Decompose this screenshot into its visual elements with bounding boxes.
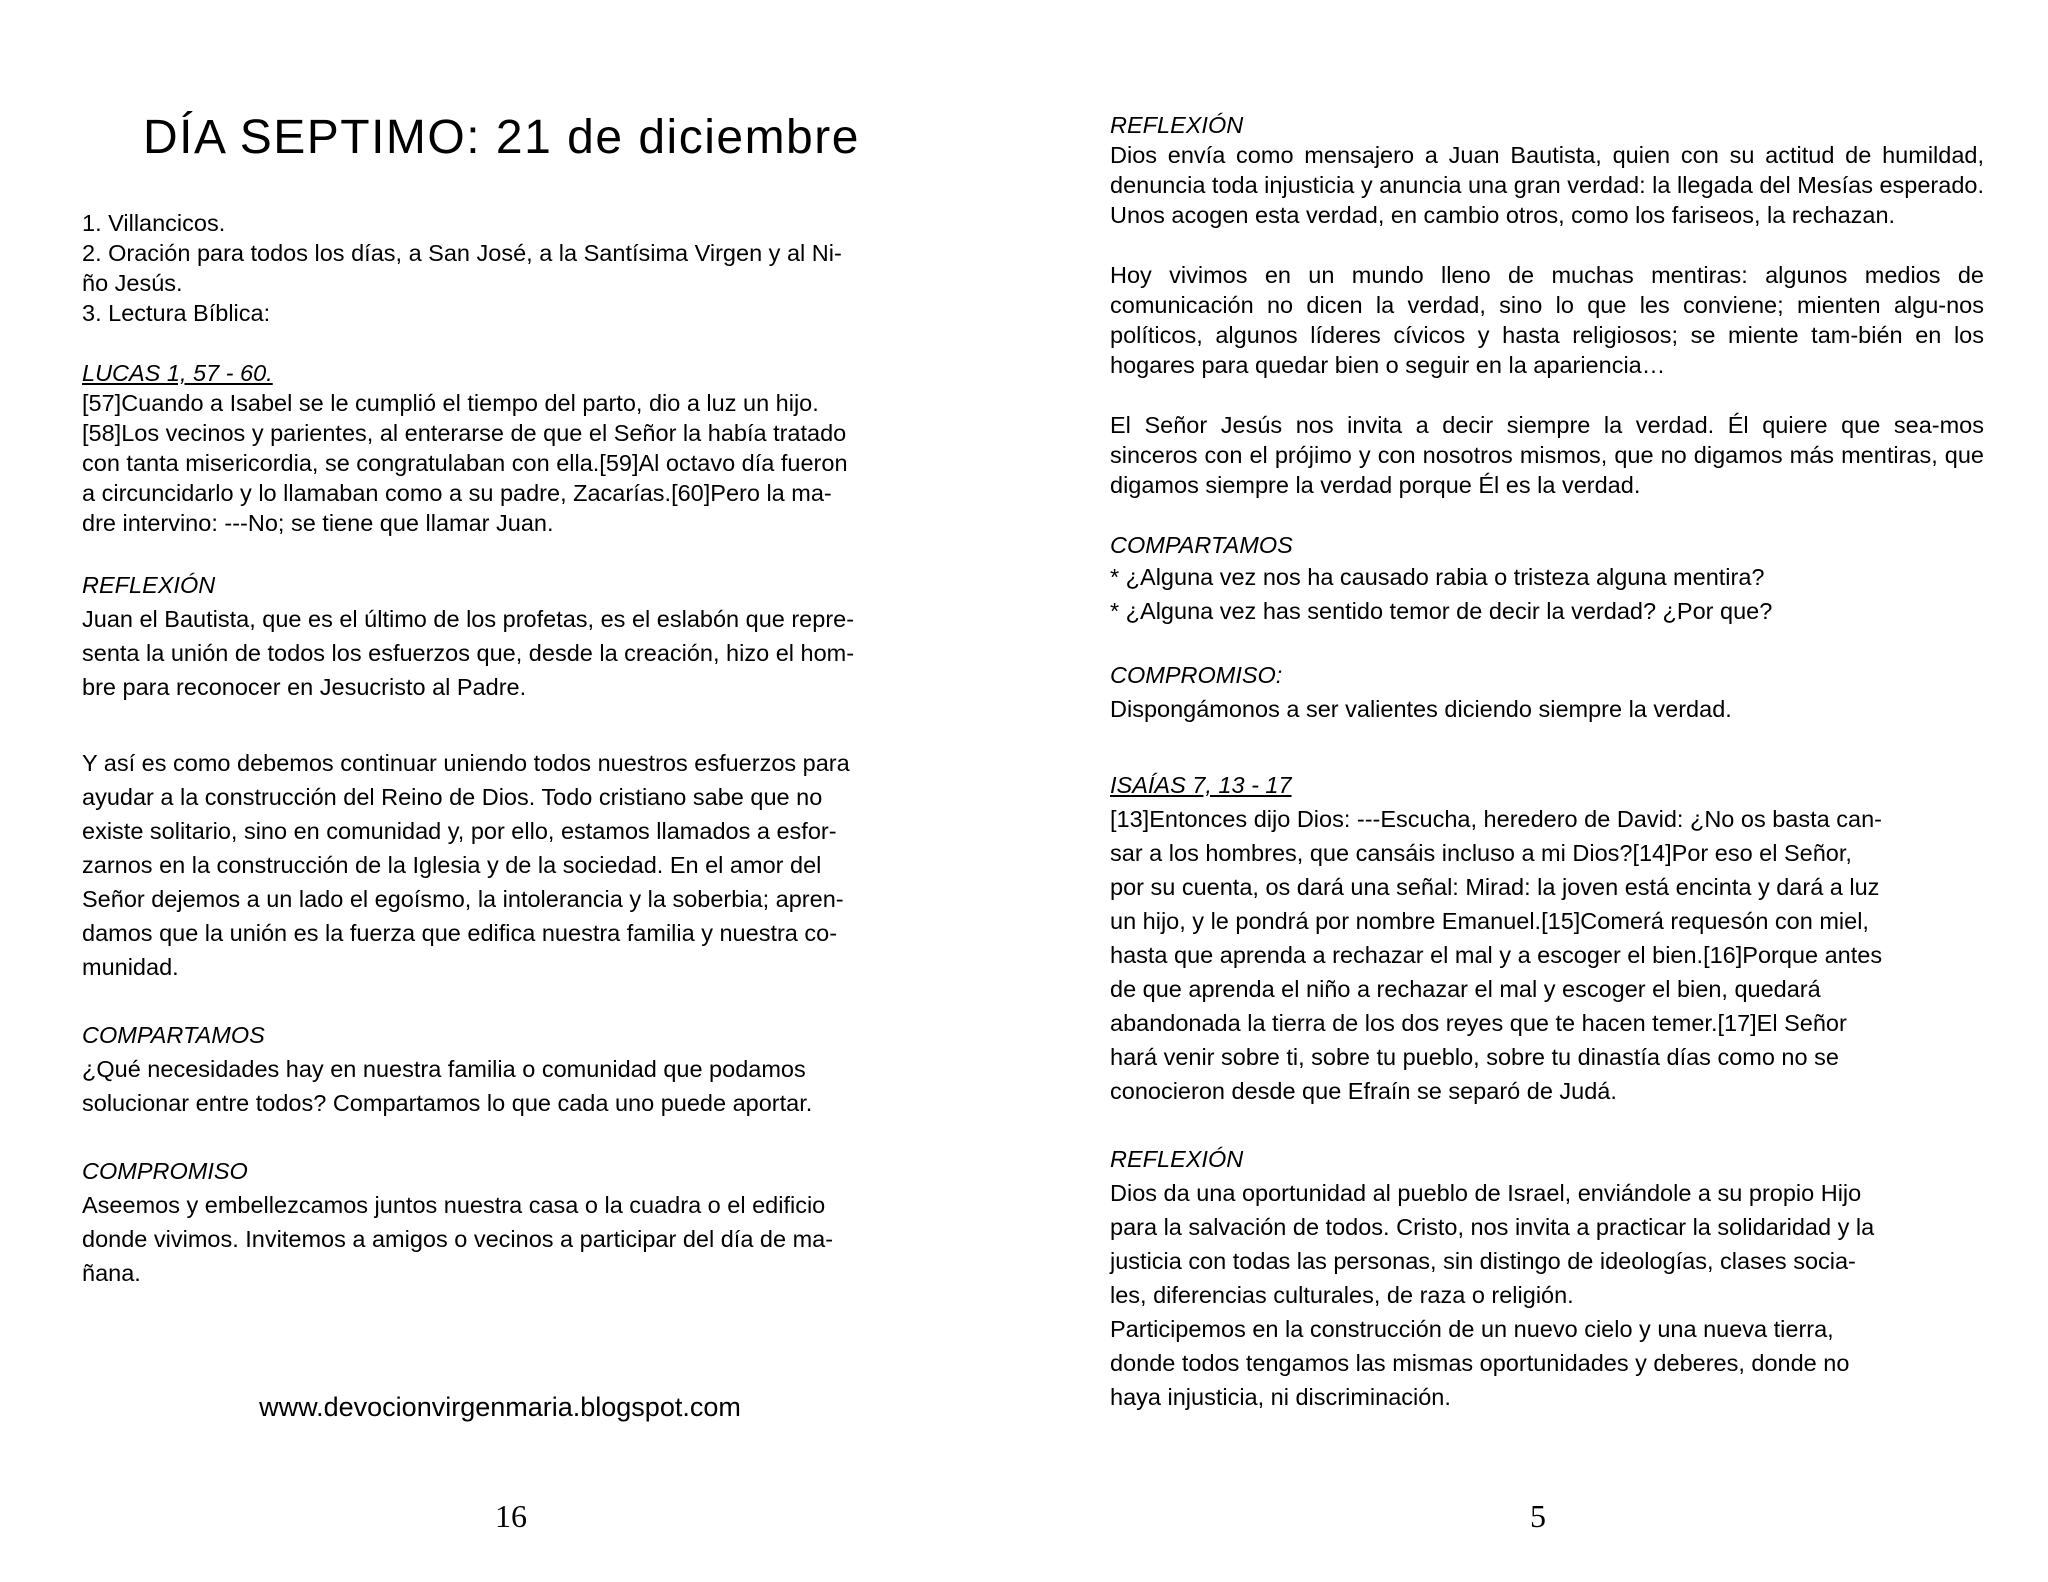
- compromiso-heading: COMPROMISO:: [1110, 662, 1283, 688]
- page-number-left: 16: [495, 1498, 527, 1534]
- program-list: 1. Villancicos. 2. Oración para todos los días, a San José, a la Santísima Virgen y al Ni- ño Jesús. 3. Lectura Bíblica:: [82, 210, 842, 326]
- reflexion-paragraph-2: Y así es como debemos continuar uniendo todos nuestros esfuerzos para ayudar a la construcción del Reino de Dios. Todo cristiano sabe que no existe solitario, sino en comunidad y, por ello, estamos llamados a esfor- zarnos en la construcción de la Iglesia y de la sociedad. En el amor del Señor dejemos a un lado el egoísmo, la intolerancia y la soberbia; apren- damos que la unión es la fuerza que edifica nuestra familia y nuestra co- munidad.: [82, 750, 850, 980]
- reflexion-paragraph-3: El Señor Jesús nos invita a decir siempre la verdad. Él quiere que sea-mos sinceros con el prójimo y con nosotros mismos, que no digamos más mentiras, que digamos siempre la verdad porque Él es la verdad.: [1110, 412, 1984, 498]
- compartamos-question-1: * ¿Alguna vez nos ha causado rabia o tristeza alguna mentira?: [1110, 564, 1765, 590]
- right-column: [1110, 110, 1984, 1414]
- left-column: [82, 208, 942, 1290]
- reflexion-paragraph-2: Hoy vivimos en un mundo lleno de muchas mentiras: algunos medios de comunicación no dicen la verdad, sino lo que les conviene; mienten algu-nos políticos, algunos líderes cívicos y hasta religiosos; se miente tam-bién en los hogares para quedar bien o seguir en la apariencia…: [1110, 262, 1984, 378]
- reflexion-heading: REFLEXIÓN: [1110, 112, 1244, 138]
- reflexion-heading: REFLEXIÓN: [82, 572, 216, 598]
- compromiso-heading: COMPROMISO: [82, 1158, 248, 1184]
- reading-reference-lucas: LUCAS 1, 57 - 60.: [82, 360, 273, 386]
- compartamos-heading: COMPARTAMOS: [82, 1022, 265, 1048]
- reflexion-paragraph-1: Dios envía como mensajero a Juan Bautista, quien con su actitud de humildad, denuncia toda injusticia y anuncia una gran verdad: la llegada del Mesías esperado. Unos acogen esta verdad, en cambio otros, como los fariseos, la rechazan.: [1110, 142, 1984, 228]
- reflexion-2-heading: REFLEXIÓN: [1110, 1146, 1244, 1172]
- compartamos-heading: COMPARTAMOS: [1110, 532, 1293, 558]
- compartamos-question-2: * ¿Alguna vez has sentido temor de decir la verdad? ¿Por que?: [1110, 598, 1773, 624]
- reflexion-2-text: Dios da una oportunidad al pueblo de Israel, enviándole a su propio Hijo para la salvación de todos. Cristo, nos invita a practicar la solidaridad y la justicia con todas las personas, sin distingo de ideologías, clases socia- les, diferencias culturales, de raza o religión. Participemos en la construcción de un nuevo cielo y una nueva tierra, donde todos tengamos las mismas oportunidades y deberes, donde no haya injusticia, ni discriminación.: [1110, 1180, 1875, 1410]
- compromiso-text: Aseemos y embellezcamos juntos nuestra casa o la cuadra o el edificio donde vivimos. Invitemos a amigos o vecinos a participar del día de ma- ñana.: [82, 1192, 834, 1286]
- reflexion-paragraph-1: Juan el Bautista, que es el último de los profetas, es el eslabón que repre- senta la unión de todos los esfuerzos que, desde la creación, hizo el hom- bre para reconocer en Jesucristo al Padre.: [82, 606, 855, 700]
- website-url: www.devocionvirgenmaria.blogspot.com: [259, 1392, 741, 1422]
- reading-reference-isaias: ISAÍAS 7, 13 - 17: [1110, 772, 1292, 798]
- reading-text-lucas: [57]Cuando a Isabel se le cumplió el tiempo del parto, dio a luz un hijo. [58]Los vecinos y parientes, al enterarse de que el Señor la había tratado con tanta misericordia, se congratulaban con ella.[59]Al octavo día fueron a circuncidarlo y lo llamaban como a su padre, Zacarías.[60]Pero la ma- dre intervino: ---No; se tiene que llamar Juan.: [82, 390, 848, 536]
- page-number-right: 5: [1530, 1498, 1546, 1534]
- right-page: [1024, 0, 2048, 1582]
- page-title: DÍA SEPTIMO: 21 de diciembre: [143, 111, 860, 164]
- reading-text-isaias: [13]Entonces dijo Dios: ---Escucha, heredero de David: ¿No os basta can- sar a los hombres, que cansáis incluso a mi Dios?[14]Por eso el Señor, por su cuenta, os dará una señal: Mirad: la joven está encinta y dará a luz un hijo, y le pondrá por nombre Emanuel.[15]Comerá requesón con miel, hasta que aprenda a rechazar el mal y a escoger el bien.[16]Porque antes de que aprenda el niño a rechazar el mal y escoger el bien, quedará abandonada la tierra de los dos reyes que te hacen temer.[17]El Señor hará venir sobre ti, sobre tu pueblo, sobre tu dinastía días como no se conocieron desde que Efraín se separó de Judá.: [1110, 806, 1883, 1104]
- compromiso-text: Dispongámonos a ser valientes diciendo siempre la verdad.: [1110, 696, 1732, 722]
- compartamos-text: ¿Qué necesidades hay en nuestra familia o comunidad que podamos solucionar entre todos? Compartamos lo que cada uno puede aportar.: [82, 1056, 813, 1116]
